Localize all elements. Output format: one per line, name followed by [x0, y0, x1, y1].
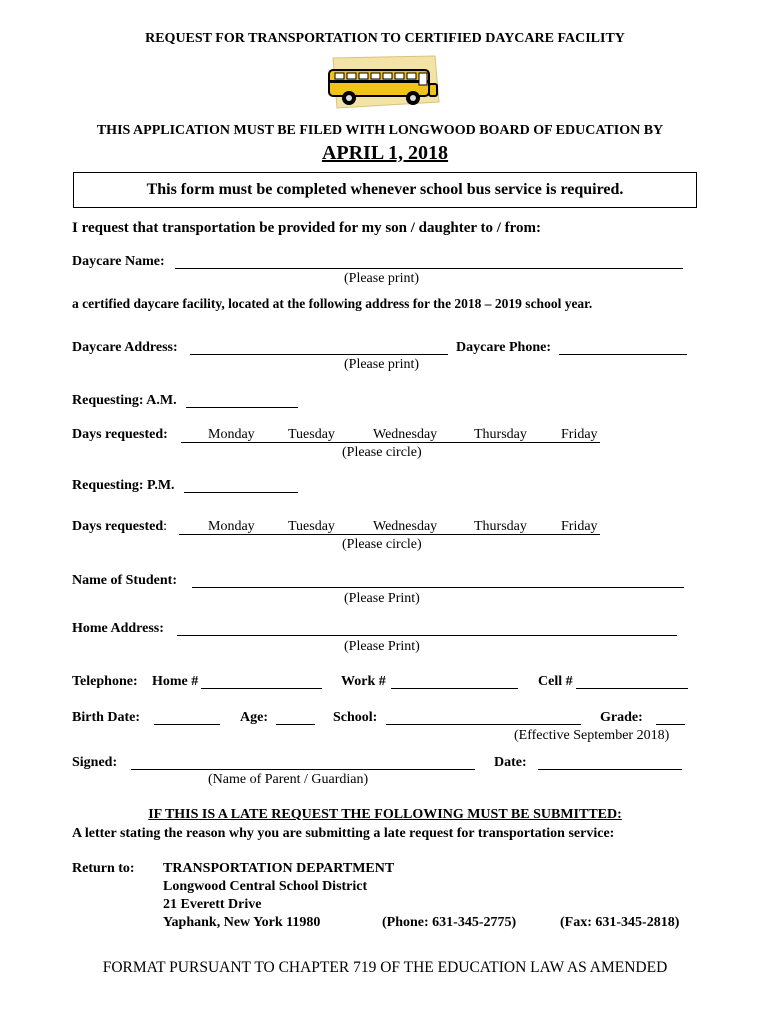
signed-label: Signed: — [72, 755, 118, 770]
home-address-field[interactable] — [177, 635, 677, 636]
home-phone-field[interactable] — [201, 688, 322, 689]
grade-hint: (Effective September 2018) — [514, 728, 670, 743]
notice-box — [73, 172, 697, 208]
daycare-name-hint: (Please print) — [344, 271, 420, 286]
pm-day-tuesday[interactable]: Tuesday — [288, 519, 335, 534]
am-day-thursday[interactable]: Thursday — [474, 427, 527, 442]
pm-day-monday[interactable]: Monday — [208, 519, 255, 534]
cell-phone-field[interactable] — [576, 688, 688, 689]
birth-date-field[interactable] — [154, 724, 220, 725]
pm-days-label-text: Days requested — [72, 519, 164, 534]
student-name-hint: (Please Print) — [344, 591, 420, 606]
signature-field[interactable] — [131, 769, 475, 770]
deadline-date: APRIL 1, 2018 — [321, 142, 449, 164]
am-day-wednesday[interactable]: Wednesday — [373, 427, 438, 442]
pm-requesting-label: Requesting: P.M. — [72, 478, 175, 493]
school-label: School: — [333, 710, 378, 725]
pm-day-thursday[interactable]: Thursday — [474, 519, 527, 534]
late-request-heading: IF THIS IS A LATE REQUEST THE FOLLOWING MUST BE SUBMITTED: — [148, 807, 622, 822]
am-days-label: Days requested: — [72, 427, 168, 442]
am-requesting-label: Requesting: A.M. — [72, 393, 177, 408]
am-requesting-field[interactable] — [186, 407, 298, 408]
footer-legal-note: FORMAT PURSUANT TO CHAPTER 719 OF THE EDUCATION LAW AS AMENDED — [102, 959, 668, 976]
daycare-address-field[interactable] — [190, 354, 448, 355]
pm-requesting-field[interactable] — [184, 492, 298, 493]
return-to-label: Return to: — [72, 861, 135, 876]
filing-notice: THIS APPLICATION MUST BE FILED WITH LONGWOOD BOARD OF EDUCATION BY — [96, 123, 664, 138]
am-day-monday[interactable]: Monday — [208, 427, 255, 442]
student-name-label: Name of Student: — [72, 573, 177, 588]
return-department: TRANSPORTATION DEPARTMENT — [163, 861, 395, 876]
pm-days-label — [72, 519, 167, 535]
grade-field[interactable] — [656, 724, 685, 725]
date-field[interactable] — [538, 769, 682, 770]
request-statement: I request that transportation be provided for my son / daughter to / from: — [72, 220, 542, 236]
home-address-hint: (Please Print) — [344, 639, 420, 654]
daycare-phone-label: Daycare Phone: — [456, 340, 551, 355]
pm-circle-hint: (Please circle) — [342, 537, 422, 552]
school-bus-icon — [323, 54, 441, 110]
age-label: Age: — [240, 710, 268, 725]
age-field[interactable] — [276, 724, 315, 725]
notice-box-text: This form must be completed whenever school bus service is required. — [146, 181, 624, 198]
am-day-friday[interactable]: Friday — [561, 427, 598, 442]
grade-label: Grade: — [600, 710, 643, 725]
pm-day-wednesday[interactable]: Wednesday — [373, 519, 438, 534]
return-city: Yaphank, New York 11980 — [163, 915, 321, 930]
pm-day-friday[interactable]: Friday — [561, 519, 598, 534]
birth-date-label: Birth Date: — [72, 710, 141, 725]
pm-days-label-colon: : — [163, 519, 168, 534]
return-street: 21 Everett Drive — [163, 897, 262, 912]
school-field[interactable] — [386, 724, 581, 725]
cell-phone-label: Cell # — [538, 674, 573, 689]
signed-hint: (Name of Parent / Guardian) — [208, 772, 369, 787]
daycare-address-label: Daycare Address: — [72, 340, 178, 355]
work-phone-label: Work # — [341, 674, 386, 689]
work-phone-field[interactable] — [391, 688, 518, 689]
date-label: Date: — [494, 755, 527, 770]
return-fax: (Fax: 631-345-2818) — [560, 915, 680, 930]
daycare-phone-field[interactable] — [559, 354, 687, 355]
telephone-label: Telephone: — [72, 674, 138, 689]
student-name-field[interactable] — [192, 587, 684, 588]
am-circle-hint: (Please circle) — [342, 445, 422, 460]
form-title: REQUEST FOR TRANSPORTATION TO CERTIFIED DAYCARE FACILITY — [145, 31, 625, 46]
daycare-address-hint: (Please print) — [344, 357, 420, 372]
daycare-name-label: Daycare Name: — [72, 254, 165, 269]
return-phone: (Phone: 631-345-2775) — [382, 915, 517, 930]
late-request-text: A letter stating the reason why you are submitting a late request for transportation service: — [72, 826, 615, 841]
am-day-tuesday[interactable]: Tuesday — [288, 427, 335, 442]
return-district: Longwood Central School District — [163, 879, 368, 894]
daycare-name-field[interactable] — [175, 268, 683, 269]
home-address-label: Home Address: — [72, 621, 164, 636]
home-phone-label: Home # — [152, 674, 199, 689]
facility-statement: a certified daycare facility, located at the following address for the 2018 – 2019 school year. — [72, 296, 593, 311]
